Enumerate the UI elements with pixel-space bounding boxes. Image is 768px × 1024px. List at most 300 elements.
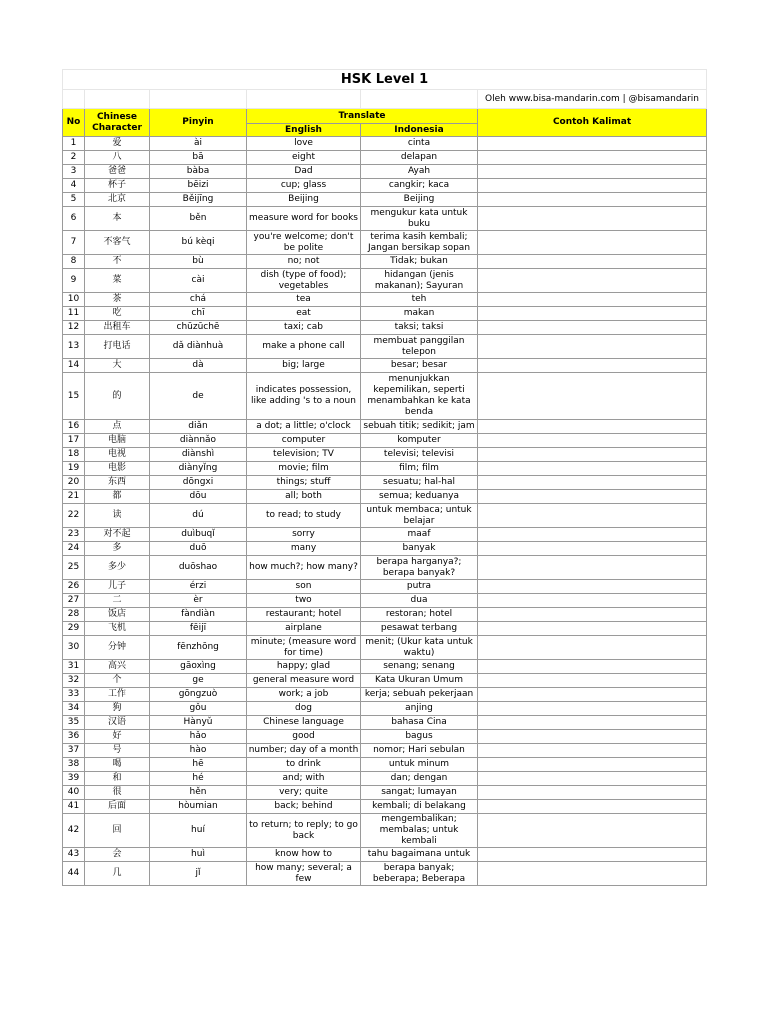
example-sentence (478, 207, 707, 231)
example-sentence (478, 504, 707, 528)
english-translation: tea (247, 293, 361, 307)
indonesian-translation: anjing (361, 702, 478, 716)
english-translation: son (247, 580, 361, 594)
example-sentence (478, 730, 707, 744)
indonesian-translation: bagus (361, 730, 478, 744)
indonesian-translation: makan (361, 307, 478, 321)
row-number: 37 (63, 744, 85, 758)
pinyin: cài (150, 269, 247, 293)
indonesian-translation: cinta (361, 137, 478, 151)
indonesian-translation: untuk minum (361, 758, 478, 772)
english-translation: all; both (247, 490, 361, 504)
pinyin: Hànyǔ (150, 716, 247, 730)
chinese-character: 狗 (85, 702, 150, 716)
row-number: 15 (63, 373, 85, 420)
indonesian-translation: membuat panggilan telepon (361, 335, 478, 359)
example-sentence (478, 462, 707, 476)
english-translation: two (247, 594, 361, 608)
chinese-character: 儿子 (85, 580, 150, 594)
row-number: 21 (63, 490, 85, 504)
table-row (63, 151, 707, 165)
indonesian-translation: restoran; hotel (361, 608, 478, 622)
example-sentence (478, 490, 707, 504)
chinese-character: 很 (85, 786, 150, 800)
indonesian-translation: Beijing (361, 193, 478, 207)
example-sentence (478, 800, 707, 814)
indonesian-translation: sangat; lumayan (361, 786, 478, 800)
english-translation: Chinese language (247, 716, 361, 730)
pinyin: diànnǎo (150, 434, 247, 448)
pinyin: chūzūchē (150, 321, 247, 335)
english-translation: measure word for books (247, 207, 361, 231)
table-row (63, 504, 707, 528)
english-translation: a dot; a little; o'clock (247, 420, 361, 434)
example-sentence (478, 179, 707, 193)
example-sentence (478, 307, 707, 321)
row-number: 13 (63, 335, 85, 359)
chinese-character: 电视 (85, 448, 150, 462)
example-sentence (478, 335, 707, 359)
pinyin: hào (150, 744, 247, 758)
row-number: 25 (63, 556, 85, 580)
example-sentence (478, 528, 707, 542)
english-translation: many (247, 542, 361, 556)
chinese-character: 的 (85, 373, 150, 420)
chinese-character: 本 (85, 207, 150, 231)
english-translation: to return; to reply; to go back (247, 814, 361, 848)
table-row (63, 335, 707, 359)
header-no: No (63, 109, 85, 137)
indonesian-translation: maaf (361, 528, 478, 542)
page-title: HSK Level 1 (63, 70, 707, 90)
pinyin: fàndiàn (150, 608, 247, 622)
row-number: 32 (63, 674, 85, 688)
pinyin: běn (150, 207, 247, 231)
row-number: 33 (63, 688, 85, 702)
table-row (63, 321, 707, 335)
english-translation: how much?; how many? (247, 556, 361, 580)
example-sentence (478, 702, 707, 716)
indonesian-translation: berapa harganya?; berapa banyak? (361, 556, 478, 580)
pinyin: huí (150, 814, 247, 848)
row-number: 22 (63, 504, 85, 528)
chinese-character: 多 (85, 542, 150, 556)
example-sentence (478, 321, 707, 335)
table-row (63, 730, 707, 744)
chinese-character: 分钟 (85, 636, 150, 660)
pinyin: de (150, 373, 247, 420)
example-sentence (478, 848, 707, 862)
english-translation: very; quite (247, 786, 361, 800)
table-row (63, 137, 707, 151)
table-row (63, 688, 707, 702)
indonesian-translation: menunjukkan kepemilikan, seperti menambahkan ke kata benda (361, 373, 478, 420)
row-number: 16 (63, 420, 85, 434)
row-number: 18 (63, 448, 85, 462)
chinese-character: 个 (85, 674, 150, 688)
pinyin: bù (150, 255, 247, 269)
pinyin: jǐ (150, 862, 247, 886)
row-number: 12 (63, 321, 85, 335)
table-row (63, 462, 707, 476)
table-row (63, 636, 707, 660)
english-translation: no; not (247, 255, 361, 269)
table-row (63, 848, 707, 862)
row-number: 4 (63, 179, 85, 193)
indonesian-translation: nomor; Hari sebulan (361, 744, 478, 758)
indonesian-translation: semua; keduanya (361, 490, 478, 504)
indonesian-translation: Kata Ukuran Umum (361, 674, 478, 688)
table-row (63, 786, 707, 800)
table-row (63, 307, 707, 321)
pinyin: diànshì (150, 448, 247, 462)
english-translation: how many; several; a few (247, 862, 361, 886)
chinese-character: 爸爸 (85, 165, 150, 179)
header-example: Contoh Kalimat (478, 109, 707, 137)
row-number: 19 (63, 462, 85, 476)
chinese-character: 好 (85, 730, 150, 744)
table-row (63, 528, 707, 542)
indonesian-translation: terima kasih kembali; Jangan bersikap sopan (361, 231, 478, 255)
table-row (63, 476, 707, 490)
row-number: 35 (63, 716, 85, 730)
chinese-character: 饭店 (85, 608, 150, 622)
english-translation: computer (247, 434, 361, 448)
row-number: 2 (63, 151, 85, 165)
table-row (63, 716, 707, 730)
chinese-character: 茶 (85, 293, 150, 307)
example-sentence (478, 556, 707, 580)
pinyin: duìbuqǐ (150, 528, 247, 542)
example-sentence (478, 660, 707, 674)
english-translation: work; a job (247, 688, 361, 702)
indonesian-translation: menit; (Ukur kata untuk waktu) (361, 636, 478, 660)
chinese-character: 喝 (85, 758, 150, 772)
english-translation: dish (type of food); vegetables (247, 269, 361, 293)
english-translation: eat (247, 307, 361, 321)
row-number: 23 (63, 528, 85, 542)
indonesian-translation: dua (361, 594, 478, 608)
row-number: 42 (63, 814, 85, 848)
pinyin: dǎ diànhuà (150, 335, 247, 359)
example-sentence (478, 758, 707, 772)
table-row (63, 193, 707, 207)
table-row (63, 373, 707, 420)
pinyin: dōngxi (150, 476, 247, 490)
english-translation: know how to (247, 848, 361, 862)
table-row (63, 434, 707, 448)
indonesian-translation: berapa banyak; beberapa; Beberapa (361, 862, 478, 886)
pinyin: Běijīng (150, 193, 247, 207)
english-translation: make a phone call (247, 335, 361, 359)
row-number: 10 (63, 293, 85, 307)
indonesian-translation: film; film (361, 462, 478, 476)
chinese-character: 不客气 (85, 231, 150, 255)
table-row (63, 674, 707, 688)
chinese-character: 工作 (85, 688, 150, 702)
indonesian-translation: kembali; di belakang (361, 800, 478, 814)
example-sentence (478, 434, 707, 448)
row-number: 27 (63, 594, 85, 608)
chinese-character: 后面 (85, 800, 150, 814)
indonesian-translation: senang; senang (361, 660, 478, 674)
example-sentence (478, 814, 707, 848)
header-pinyin: Pinyin (150, 109, 247, 137)
chinese-character: 不 (85, 255, 150, 269)
example-sentence (478, 542, 707, 556)
table-row (63, 490, 707, 504)
row-number: 28 (63, 608, 85, 622)
english-translation: happy; glad (247, 660, 361, 674)
table-row (63, 772, 707, 786)
pinyin: duōshao (150, 556, 247, 580)
row-number: 44 (63, 862, 85, 886)
table-row (63, 165, 707, 179)
pinyin: chī (150, 307, 247, 321)
example-sentence (478, 608, 707, 622)
english-translation: back; behind (247, 800, 361, 814)
english-translation: and; with (247, 772, 361, 786)
pinyin: dà (150, 359, 247, 373)
chinese-character: 出租车 (85, 321, 150, 335)
row-number: 1 (63, 137, 85, 151)
chinese-character: 几 (85, 862, 150, 886)
example-sentence (478, 269, 707, 293)
pinyin: hé (150, 772, 247, 786)
indonesian-translation: mengukur kata untuk buku (361, 207, 478, 231)
example-sentence (478, 231, 707, 255)
hsk-vocabulary-table (62, 69, 707, 886)
chinese-character: 爱 (85, 137, 150, 151)
example-sentence (478, 373, 707, 420)
row-number: 43 (63, 848, 85, 862)
indonesian-translation: televisi; televisi (361, 448, 478, 462)
example-sentence (478, 688, 707, 702)
pinyin: dú (150, 504, 247, 528)
table-row (63, 862, 707, 886)
english-translation: taxi; cab (247, 321, 361, 335)
pinyin: fēijī (150, 622, 247, 636)
row-number: 34 (63, 702, 85, 716)
chinese-character: 菜 (85, 269, 150, 293)
chinese-character: 大 (85, 359, 150, 373)
table-row (63, 556, 707, 580)
english-translation: to read; to study (247, 504, 361, 528)
example-sentence (478, 786, 707, 800)
pinyin: hǎo (150, 730, 247, 744)
row-number: 5 (63, 193, 85, 207)
indonesian-translation: delapan (361, 151, 478, 165)
english-translation: you're welcome; don't be polite (247, 231, 361, 255)
row-number: 17 (63, 434, 85, 448)
row-number: 8 (63, 255, 85, 269)
table-row (63, 255, 707, 269)
indonesian-translation: hidangan (jenis makanan); Sayuran (361, 269, 478, 293)
chinese-character: 会 (85, 848, 150, 862)
english-translation: general measure word (247, 674, 361, 688)
english-translation: to drink (247, 758, 361, 772)
row-number: 36 (63, 730, 85, 744)
example-sentence (478, 862, 707, 886)
example-sentence (478, 448, 707, 462)
chinese-character: 都 (85, 490, 150, 504)
row-number: 38 (63, 758, 85, 772)
english-translation: dog (247, 702, 361, 716)
row-number: 24 (63, 542, 85, 556)
chinese-character: 东西 (85, 476, 150, 490)
chinese-character: 高兴 (85, 660, 150, 674)
pinyin: hěn (150, 786, 247, 800)
pinyin: chá (150, 293, 247, 307)
english-translation: eight (247, 151, 361, 165)
row-number: 31 (63, 660, 85, 674)
chinese-character: 读 (85, 504, 150, 528)
pinyin: duō (150, 542, 247, 556)
pinyin: gōngzuò (150, 688, 247, 702)
chinese-character: 多少 (85, 556, 150, 580)
pinyin: bàba (150, 165, 247, 179)
header-english: English (247, 124, 361, 137)
english-translation: movie; film (247, 462, 361, 476)
pinyin: diǎn (150, 420, 247, 434)
pinyin: bú kèqi (150, 231, 247, 255)
header-chinese: Chinese Character (85, 109, 150, 137)
chinese-character: 北京 (85, 193, 150, 207)
chinese-character: 回 (85, 814, 150, 848)
example-sentence (478, 293, 707, 307)
chinese-character: 电影 (85, 462, 150, 476)
chinese-character: 对不起 (85, 528, 150, 542)
header-translate: Translate (247, 109, 478, 124)
english-translation: number; day of a month (247, 744, 361, 758)
chinese-character: 杯子 (85, 179, 150, 193)
pinyin: dōu (150, 490, 247, 504)
english-translation: restaurant; hotel (247, 608, 361, 622)
example-sentence (478, 744, 707, 758)
english-translation: television; TV (247, 448, 361, 462)
english-translation: sorry (247, 528, 361, 542)
indonesian-translation: putra (361, 580, 478, 594)
example-sentence (478, 622, 707, 636)
example-sentence (478, 359, 707, 373)
english-translation: Dad (247, 165, 361, 179)
chinese-character: 汉语 (85, 716, 150, 730)
row-number: 14 (63, 359, 85, 373)
chinese-character: 打电话 (85, 335, 150, 359)
table-row (63, 814, 707, 848)
table-row (63, 580, 707, 594)
pinyin: ge (150, 674, 247, 688)
pinyin: gǒu (150, 702, 247, 716)
row-number: 39 (63, 772, 85, 786)
pinyin: èr (150, 594, 247, 608)
english-translation: cup; glass (247, 179, 361, 193)
table-row (63, 293, 707, 307)
example-sentence (478, 193, 707, 207)
credit-text: Oleh www.bisa-mandarin.com | @bisamandarin (478, 90, 707, 109)
table-row (63, 702, 707, 716)
table-row (63, 758, 707, 772)
english-translation: Beijing (247, 193, 361, 207)
example-sentence (478, 420, 707, 434)
row-number: 30 (63, 636, 85, 660)
english-translation: big; large (247, 359, 361, 373)
example-sentence (478, 580, 707, 594)
row-number: 40 (63, 786, 85, 800)
row-number: 41 (63, 800, 85, 814)
table-row (63, 622, 707, 636)
indonesian-translation: pesawat terbang (361, 622, 478, 636)
row-number: 6 (63, 207, 85, 231)
row-number: 29 (63, 622, 85, 636)
indonesian-translation: cangkir; kaca (361, 179, 478, 193)
table-row (63, 594, 707, 608)
table-row (63, 608, 707, 622)
indonesian-translation: untuk membaca; untuk belajar (361, 504, 478, 528)
indonesian-translation: banyak (361, 542, 478, 556)
chinese-character: 飞机 (85, 622, 150, 636)
pinyin: diànyǐng (150, 462, 247, 476)
pinyin: hē (150, 758, 247, 772)
pinyin: gāoxìng (150, 660, 247, 674)
indonesian-translation: dan; dengan (361, 772, 478, 786)
table-row (63, 744, 707, 758)
pinyin: ài (150, 137, 247, 151)
pinyin: huì (150, 848, 247, 862)
row-number: 26 (63, 580, 85, 594)
row-number: 3 (63, 165, 85, 179)
table-row (63, 179, 707, 193)
example-sentence (478, 137, 707, 151)
indonesian-translation: tahu bagaimana untuk (361, 848, 478, 862)
header-indonesia: Indonesia (361, 124, 478, 137)
example-sentence (478, 165, 707, 179)
pinyin: fēnzhōng (150, 636, 247, 660)
indonesian-translation: komputer (361, 434, 478, 448)
indonesian-translation: sesuatu; hal-hal (361, 476, 478, 490)
example-sentence (478, 151, 707, 165)
row-number: 9 (63, 269, 85, 293)
chinese-character: 吃 (85, 307, 150, 321)
chinese-character: 和 (85, 772, 150, 786)
indonesian-translation: teh (361, 293, 478, 307)
chinese-character: 点 (85, 420, 150, 434)
table-row (63, 359, 707, 373)
example-sentence (478, 716, 707, 730)
row-number: 7 (63, 231, 85, 255)
example-sentence (478, 594, 707, 608)
indonesian-translation: taksi; taksi (361, 321, 478, 335)
chinese-character: 电脑 (85, 434, 150, 448)
english-translation: good (247, 730, 361, 744)
example-sentence (478, 255, 707, 269)
indonesian-translation: mengembalikan; membalas; untuk kembali (361, 814, 478, 848)
indonesian-translation: Tidak; bukan (361, 255, 478, 269)
pinyin: bēizi (150, 179, 247, 193)
pinyin: érzi (150, 580, 247, 594)
table-row (63, 420, 707, 434)
table-row (63, 448, 707, 462)
chinese-character: 二 (85, 594, 150, 608)
row-number: 11 (63, 307, 85, 321)
english-translation: love (247, 137, 361, 151)
example-sentence (478, 772, 707, 786)
table-row (63, 207, 707, 231)
table-row (63, 231, 707, 255)
english-translation: indicates possession, like adding 's to a noun (247, 373, 361, 420)
example-sentence (478, 674, 707, 688)
chinese-character: 号 (85, 744, 150, 758)
